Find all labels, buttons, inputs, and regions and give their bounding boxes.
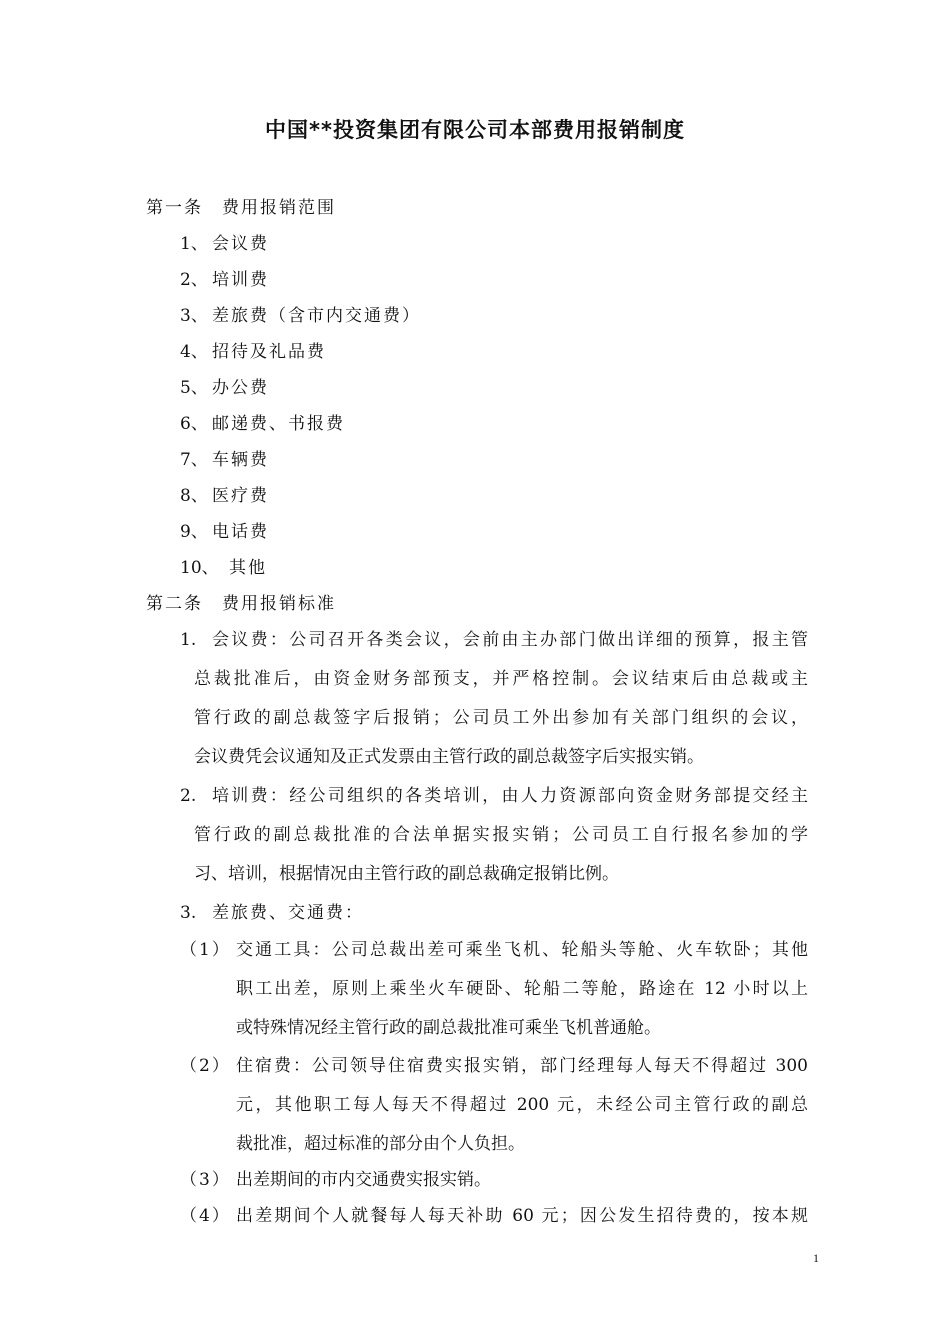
list-item-text: 差旅费（含市内交通费） <box>212 306 421 326</box>
paragraph-line: 习、培训，根据情况由主管行政的副总裁确定报销比例。 <box>194 864 619 884</box>
sub-item-line: 元，其他职工每人每天不得超过 200 元，未经公司主管行政的副总 <box>236 1095 808 1115</box>
list-item-number: 1、 <box>180 234 208 254</box>
list-item-number: 3、 <box>180 306 208 326</box>
list-item-number: 4、 <box>180 342 208 362</box>
list-item-number: 10、 <box>180 558 219 578</box>
list-item-text: 办公费 <box>212 378 269 398</box>
sub-item-number: （1） <box>180 940 231 960</box>
paragraph-line: 管行政的副总裁签字后报销；公司员工外出参加有关部门组织的会议， <box>194 708 808 728</box>
document-title: 中国**投资集团有限公司本部费用报销制度 <box>265 118 685 142</box>
paragraph-line: 管行政的副总裁批准的合法单据实报实销；公司员工自行报名参加的学 <box>194 825 808 845</box>
sub-item-number: （4） <box>180 1206 231 1226</box>
sub-item-line: 出差期间的市内交通费实报实销。 <box>236 1170 491 1190</box>
list-item-text: 其他 <box>229 558 267 578</box>
sub-item-number: （3） <box>180 1170 231 1190</box>
list-item-number: 8、 <box>180 486 208 506</box>
list-item-text: 培训费 <box>212 270 269 290</box>
paragraph-line: 差旅费、交通费： <box>212 903 364 923</box>
list-item-number: 7、 <box>180 450 208 470</box>
list-item-text: 电话费 <box>212 522 269 542</box>
sub-item-line: 出差期间个人就餐每人每天补助 60 元；因公发生招待费的，按本规 <box>236 1206 808 1226</box>
article-2-heading: 第二条 费用报销标准 <box>146 594 336 614</box>
sub-item-line: 裁批准，超过标准的部分由个人负担。 <box>236 1134 525 1154</box>
sub-item-line: 职工出差，原则上乘坐火车硬卧、轮船二等舱，路途在 12 小时以上 <box>236 979 808 999</box>
article-1-heading: 第一条 费用报销范围 <box>146 198 336 218</box>
sub-item-number: （2） <box>180 1056 231 1076</box>
page-number: 1 <box>813 1251 819 1265</box>
list-item-text: 招待及礼品费 <box>212 342 326 362</box>
list-item-number: 5、 <box>180 378 208 398</box>
list-item-number: 9、 <box>180 522 208 542</box>
list-item-text: 会议费 <box>212 234 269 254</box>
sub-item-line: 交通工具：公司总裁出差可乘坐飞机、轮船头等舱、火车软卧；其他 <box>236 940 808 960</box>
list-item-number: 6、 <box>180 414 208 434</box>
list-item-text: 邮递费、书报费 <box>212 414 345 434</box>
list-item-text: 医疗费 <box>212 486 269 506</box>
sub-item-line: 或特殊情况经主管行政的副总裁批准可乘坐飞机普通舱。 <box>236 1018 661 1038</box>
list-item-text: 车辆费 <box>212 450 269 470</box>
paragraph-line: 会议费凭会议通知及正式发票由主管行政的副总裁签字后实报实销。 <box>194 747 704 767</box>
sub-item-line: 住宿费：公司领导住宿费实报实销，部门经理每人每天不得超过 300 <box>236 1056 808 1076</box>
list-item-number: 2、 <box>180 270 208 290</box>
paragraph-line: 会议费：公司召开各类会议，会前由主办部门做出详细的预算，报主管 <box>212 630 808 650</box>
paragraph-number: 1. <box>180 630 197 650</box>
paragraph-number: 3. <box>180 903 197 923</box>
paragraph-line: 总裁批准后，由资金财务部预支，并严格控制。会议结束后由总裁或主 <box>194 669 808 689</box>
paragraph-line: 培训费：经公司组织的各类培训，由人力资源部向资金财务部提交经主 <box>212 786 808 806</box>
paragraph-number: 2. <box>180 786 197 806</box>
